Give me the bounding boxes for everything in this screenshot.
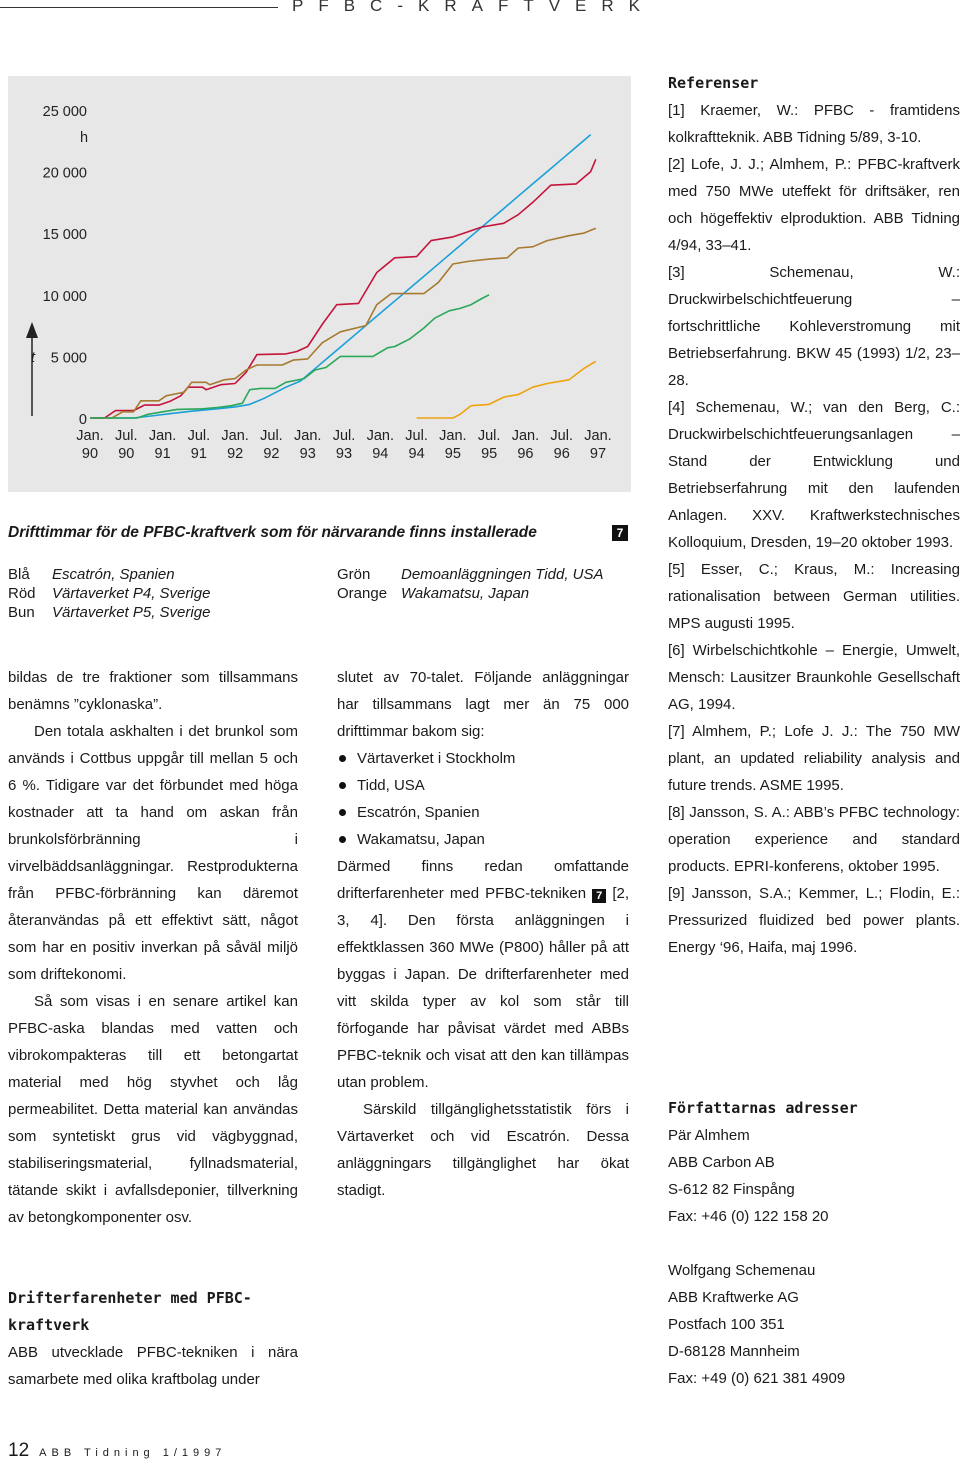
reference-text: : PFBC - framtidens kolkraftteknik. ABB Tidning 5/89, 3-10. — [668, 102, 960, 146]
reference-authors: [3] Schemenau, W. — [668, 264, 956, 281]
reference-text: – Energie, Umwelt, Mensch: Lausitzer Braunkohle Gesellschaft AG, 1994. — [668, 642, 960, 713]
column-2 — [337, 664, 629, 1204]
x-tick-year: 92 — [263, 446, 280, 462]
legend-item — [337, 584, 637, 603]
y-tick-label: 0 — [78, 412, 87, 428]
legend-item — [8, 584, 328, 603]
reference-authors: [4] Schemenau, W.; van den Berg, C. — [668, 399, 956, 416]
legend-color-key: Bun — [8, 604, 35, 621]
author-addresses — [668, 1095, 858, 1230]
publication-name: ABB Tidning 1/1997 — [39, 1447, 227, 1459]
legend-right — [337, 565, 637, 603]
x-tick-year: 93 — [299, 446, 316, 462]
paragraph: Så som visas i en senare artikel kan PFBC-aska blandas med vatten och vibrokompakteras till ett betongartat material med hög styvhet och låg permeabilitet. Detta material kan användas som syntetiskt grus vid vägbyggnad, stabiliseringsmaterial, fyllnadsmaterial, tätande skikt i avfallsdeponier, tillverkning av betongkomponenter osv. — [8, 993, 298, 1226]
legend-label: Wakamatsu, Japan — [401, 585, 530, 602]
address-line: ABB Carbon AB — [668, 1154, 775, 1171]
references-heading: Referenser — [668, 74, 759, 92]
chart-panel — [8, 76, 631, 492]
reference-authors: [9] Jansson, S.A.; Kemmer, L.; Flodin, E. — [668, 885, 956, 902]
y-tick-label: 25 000 — [42, 104, 87, 120]
author-address-2 — [668, 1257, 845, 1392]
series-line — [417, 361, 596, 418]
legend-item — [8, 603, 328, 622]
address-line: ABB Kraftwerke AG — [668, 1289, 799, 1306]
paragraph — [337, 853, 629, 1096]
list-item: Värtaverket i Stockholm — [337, 745, 629, 772]
x-tick-month: Jan. — [76, 428, 104, 444]
y-tick-label: 15 000 — [42, 227, 87, 244]
x-tick-year: 96 — [517, 446, 534, 462]
legend-label: Escatrón, Spanien — [52, 566, 175, 583]
x-tick-month: Jul. — [187, 428, 211, 444]
x-axis-label: t — [30, 349, 36, 366]
page-footer — [8, 1440, 226, 1462]
reference-text: : PFBC-kraftverk med 750 MWe uteffekt för driftsäker, ren och högeffektiv elproduktion. ABB Tidning 4/94, 33–41. — [668, 156, 960, 254]
legend-left — [8, 565, 328, 622]
reference-item — [668, 151, 960, 259]
address-line: Wolfgang Schemenau — [668, 1262, 816, 1279]
reference-item — [668, 637, 960, 718]
x-tick-year: 94 — [372, 446, 389, 462]
list-item: Wakamatsu, Japan — [337, 826, 629, 853]
x-tick-month: Jul. — [332, 428, 356, 444]
address-line: Fax: +49 (0) 621 381 4909 — [668, 1370, 846, 1387]
text-run: [2, 3, 4]. Den första anläggningen i effektklassen 360 MWe (P800) håller på att byggas i Japan. De drifterfarenheter med vitt skilda typer av kol som står till förfogande har påvisat värdet med ABBs PFBC-teknik och visat att den kan tillämpas utan problem. — [337, 885, 630, 1091]
address-line: Fax: +46 (0) 122 158 20 — [668, 1208, 829, 1225]
series-line — [90, 159, 596, 418]
x-tick-year: 90 — [81, 446, 99, 462]
reference-text: : Druckwirbelschichtfeuerungsanlagen – Stand der Entwicklung und Betriebserfahrung mit den laufenden Anlagen. XXV. Kraftwerkstechnisches Kolloquium, Dresden, 19–20 oktober 1993. — [668, 399, 960, 551]
reference-item — [668, 394, 960, 556]
reference-authors: [2] Lofe, J. J.; Almhem, P. — [668, 156, 848, 173]
legend-label: Värtaverket P5, Sverige — [52, 604, 211, 621]
x-tick-month: Jul. — [405, 428, 428, 444]
reference-item — [668, 259, 960, 394]
x-tick-year: 94 — [408, 446, 425, 462]
x-tick-month: Jul. — [260, 428, 283, 444]
x-tick-year: 91 — [154, 446, 171, 462]
address-line: Pär Almhem — [668, 1127, 750, 1144]
legend-color-key: Orange — [337, 585, 388, 602]
paragraph: slutet av 70-talet. Följande anläggningar har tillsammans lagt mer än 75 000 drifttimmar bakom sig: — [337, 669, 629, 740]
reference-text: : The 750 MW plant, an updated reliability analysis and future trends. ASME 1995. — [668, 723, 960, 794]
reference-authors: [6] Wirbelschichtkohle — [668, 642, 818, 659]
figure-caption: Drifttimmar för de PFBC-kraftverk som för närvarande finns installerade — [8, 524, 537, 541]
y-tick-label: 10 000 — [42, 288, 87, 305]
x-tick-month: Jan. — [584, 428, 612, 444]
x-tick-month: Jan. — [221, 428, 249, 444]
reference-text: : Pressurized fluidized bed power plants. Energy ‘96, Haifa, maj 1996. — [668, 885, 960, 956]
y-tick-label: 20 000 — [42, 165, 87, 182]
reference-authors: [1] Kraemer, W. — [668, 102, 795, 119]
legend-color-key: Blå — [8, 566, 30, 583]
legend-label: Värtaverket P4, Sverige — [52, 585, 211, 602]
legend-label: Demoanläggningen Tidd, USA — [401, 566, 604, 583]
reference-item — [668, 556, 960, 637]
reference-item — [668, 718, 960, 799]
list-item: Tidd, USA — [337, 772, 629, 799]
x-tick-year: 93 — [335, 446, 353, 462]
figure-number-badge: 7 — [612, 525, 628, 541]
header-rule — [0, 7, 278, 8]
legend-item — [337, 565, 637, 584]
paragraph: ABB utvecklade PFBC-tekniken i nära samarbete med olika kraftbolag under — [8, 1344, 298, 1388]
list-item: Escatrón, Spanien — [337, 799, 629, 826]
y-tick-label: 5 000 — [50, 350, 87, 367]
references — [668, 70, 960, 961]
running-header: PFBC-KRAFTVERK — [292, 0, 656, 15]
x-tick-month: Jul. — [550, 428, 574, 444]
y-unit-label: h — [79, 130, 89, 146]
x-tick-month: Jan. — [439, 428, 467, 444]
reference-list — [668, 97, 960, 961]
plant-list — [337, 745, 629, 853]
reference-authors: [7] Almhem, P.; Lofe J. J. — [668, 723, 854, 740]
section-heading: Drifterfarenheter med PFBC-kraftverk — [8, 1289, 252, 1334]
series-line — [90, 295, 489, 418]
authors-heading: Författarnas adresser — [668, 1099, 858, 1117]
x-tick-year: 96 — [553, 446, 570, 462]
operating-hours-chart — [8, 76, 631, 492]
figure-ref-badge: 7 — [592, 889, 606, 903]
x-tick-year: 95 — [444, 446, 461, 462]
x-tick-month: Jan. — [511, 428, 540, 444]
paragraph: Den totala askhalten i det brunkol som används i Cottbus uppgår till mellan 5 och 6 %. Tidigare var det förbundet med höga kostnader att ta hand om askan från brunkolsförbränning i virvelbäddsanläggningar. Restprodukterna från PFBC-förbränning kan däremot återanvändas på ett effektivt sätt, något som har en positiv inverkan på såväl miljö som driftekonomi. — [8, 723, 298, 983]
reference-authors: [8] Jansson, S. A. — [668, 804, 786, 821]
column-1-section — [8, 1285, 298, 1393]
x-tick-month: Jan. — [366, 428, 394, 444]
address-line: S-612 82 Finspång — [668, 1181, 795, 1198]
series-line — [90, 135, 591, 418]
reference-item — [668, 799, 960, 880]
x-tick-month: Jul. — [477, 428, 501, 444]
x-tick-year: 95 — [481, 446, 498, 462]
x-tick-year: 97 — [589, 446, 607, 462]
time-arrow-head — [26, 322, 38, 338]
address-line: D-68128 Mannheim — [668, 1343, 800, 1360]
x-tick-year: 90 — [118, 446, 135, 462]
legend-item — [8, 565, 328, 584]
x-tick-year: 91 — [190, 446, 207, 462]
x-tick-month: Jan. — [148, 428, 177, 444]
x-tick-month: Jul. — [114, 428, 138, 444]
reference-text: : Increasing rationalisation between German utilities. MPS augusti 1995. — [668, 561, 960, 632]
series-line — [90, 228, 596, 418]
reference-authors: [5] Esser, C.; Kraus, M. — [668, 561, 871, 578]
reference-text: : Druckwirbelschichtfeuerung – fortschrittliche Kohleverstromung mit Betriebserfahrung. BKW 45 (1993) 1/2, 23–28. — [668, 264, 960, 389]
x-tick-month: Jan. — [294, 428, 322, 444]
address-line: Postfach 100 351 — [668, 1316, 785, 1333]
paragraph: bildas de tre fraktioner som tillsammans benämns ”cyklonaska”. — [8, 669, 298, 713]
x-tick-year: 92 — [227, 446, 244, 462]
reference-text: : ABB’s PFBC technology: operation experience and standard products. EPRI-konferens, oktober 1995. — [668, 804, 960, 875]
legend-color-key: Grön — [337, 566, 371, 583]
paragraph: Särskild tillgänglighetsstatistik förs i Värtaverket och vid Escatrón. Dessa anläggningars tillgänglighet har ökat stadigt. — [337, 1101, 629, 1199]
text-run: Därmed finns redan omfattande drifterfarenheter med PFBC-tekniken — [337, 858, 629, 902]
legend-color-key: Röd — [8, 585, 36, 602]
reference-item — [668, 880, 960, 961]
column-1 — [8, 664, 298, 1231]
page-number: 12 — [8, 1440, 30, 1461]
reference-item — [668, 97, 960, 151]
